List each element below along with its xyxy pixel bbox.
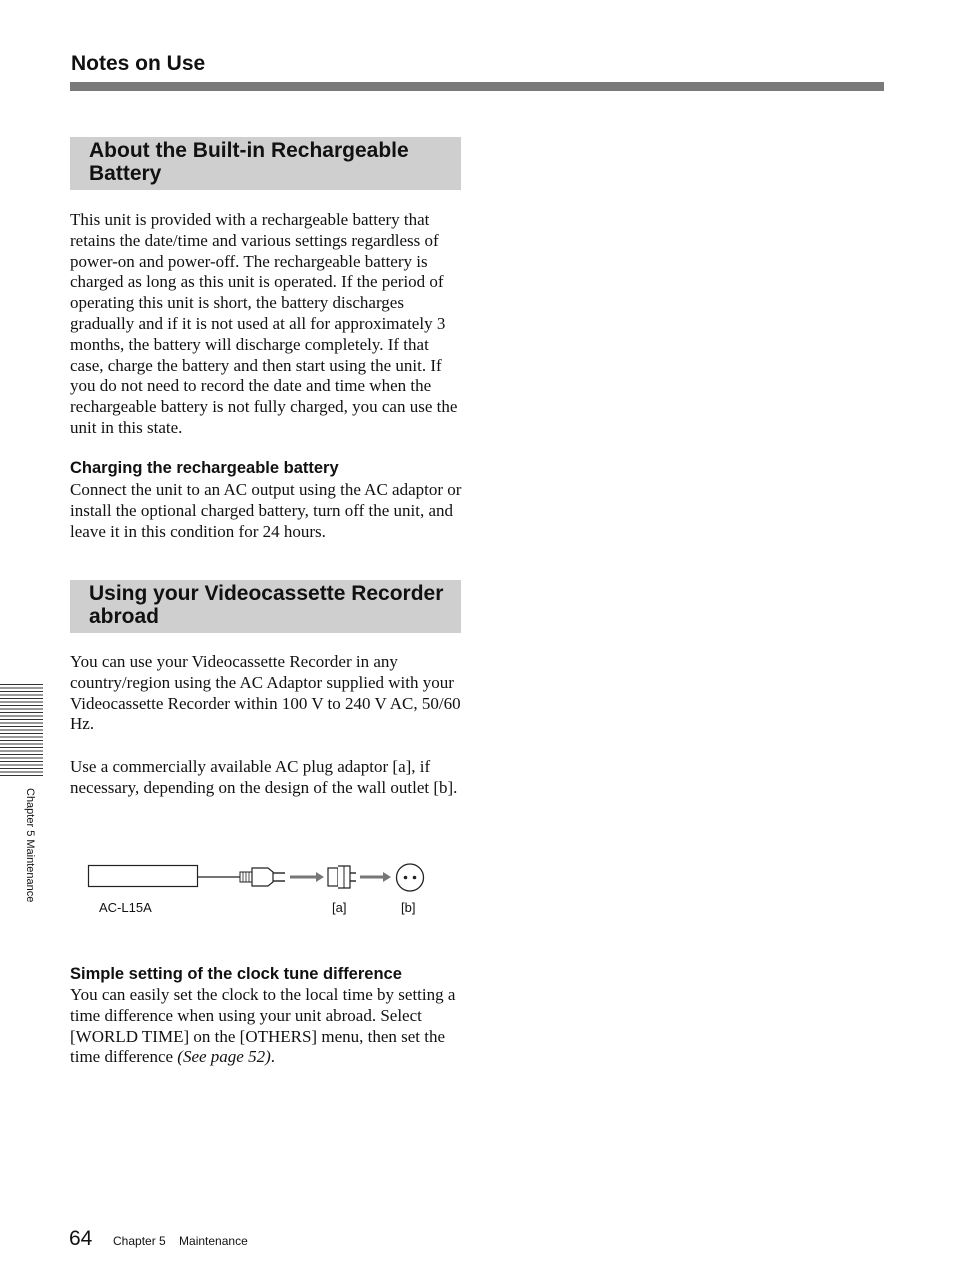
charging-subheading: Charging the rechargeable battery xyxy=(70,459,339,477)
abroad-body-text-1: You can use your Videocassette Recorder in any country/region using the AC Adaptor supplied with your Videocassette Recorder within 100 V to 240 V AC, 50/60 Hz. xyxy=(70,652,461,734)
charging-body-text: Connect the unit to an AC output using the AC adaptor or install the optional charged battery, turn off the unit, and leave it in this condition for 24 hours. xyxy=(70,480,462,541)
arrow-1-head xyxy=(316,872,324,882)
page-title: Notes on Use xyxy=(71,52,206,75)
section-heading-battery: About the Built-in Rechargeable Battery xyxy=(70,137,461,190)
chapter-thumb-tab xyxy=(0,684,43,776)
clock-subheading: Simple setting of the clock tune difference xyxy=(70,965,402,983)
label-b: [b] xyxy=(401,900,416,915)
plug-adaptor-a xyxy=(328,868,338,886)
clock-body-end: . xyxy=(270,1047,276,1067)
plug-diagram-svg xyxy=(80,855,440,935)
clock-body-text xyxy=(70,985,465,1068)
section-heading-abroad: Using your Videocassette Recorder abroad xyxy=(70,580,461,633)
footer-chapter-label: Chapter 5 Maintenance xyxy=(113,1234,248,1248)
page-number: 64 xyxy=(69,1227,93,1250)
clock-body-main: You can easily set the clock to the local time by setting a time difference when using your unit abroad. Select [WORLD TIME] on the [OTHERS] menu, then set the time difference xyxy=(70,985,456,1067)
arrow-2-head xyxy=(383,872,391,882)
abroad-body-text-2: Use a commercially available AC plug adaptor [a], if necessary, depending on the design of the wall outlet [b]. xyxy=(70,757,458,797)
label-a: [a] xyxy=(332,900,347,915)
page-reference-link: (See page 52) xyxy=(177,1047,271,1067)
plug-head xyxy=(252,868,273,886)
plug-adaptor-diagram xyxy=(80,855,440,940)
wall-outlet-b xyxy=(397,864,424,891)
battery-body-text: This unit is provided with a rechargeable battery that retains the date/time and various settings regardless of power-on and power-off. The rechargeable battery is charged as long as this unit is operated. If the period of operating this unit is short, the battery discharges gradually and if it is not used at all for approximately 3 months, the battery will discharge completely. If that case, charge the battery and then start using the unit. If you do not need to record the date and time when the rechargeable battery is not fully charged, you can use the unit in this state. xyxy=(70,210,458,437)
ac-adaptor-box xyxy=(89,866,198,887)
title-rule xyxy=(70,82,884,91)
ac-adaptor-label: AC-L15A xyxy=(99,900,152,915)
side-chapter-label: Chapter 5 Maintenance xyxy=(24,788,36,903)
